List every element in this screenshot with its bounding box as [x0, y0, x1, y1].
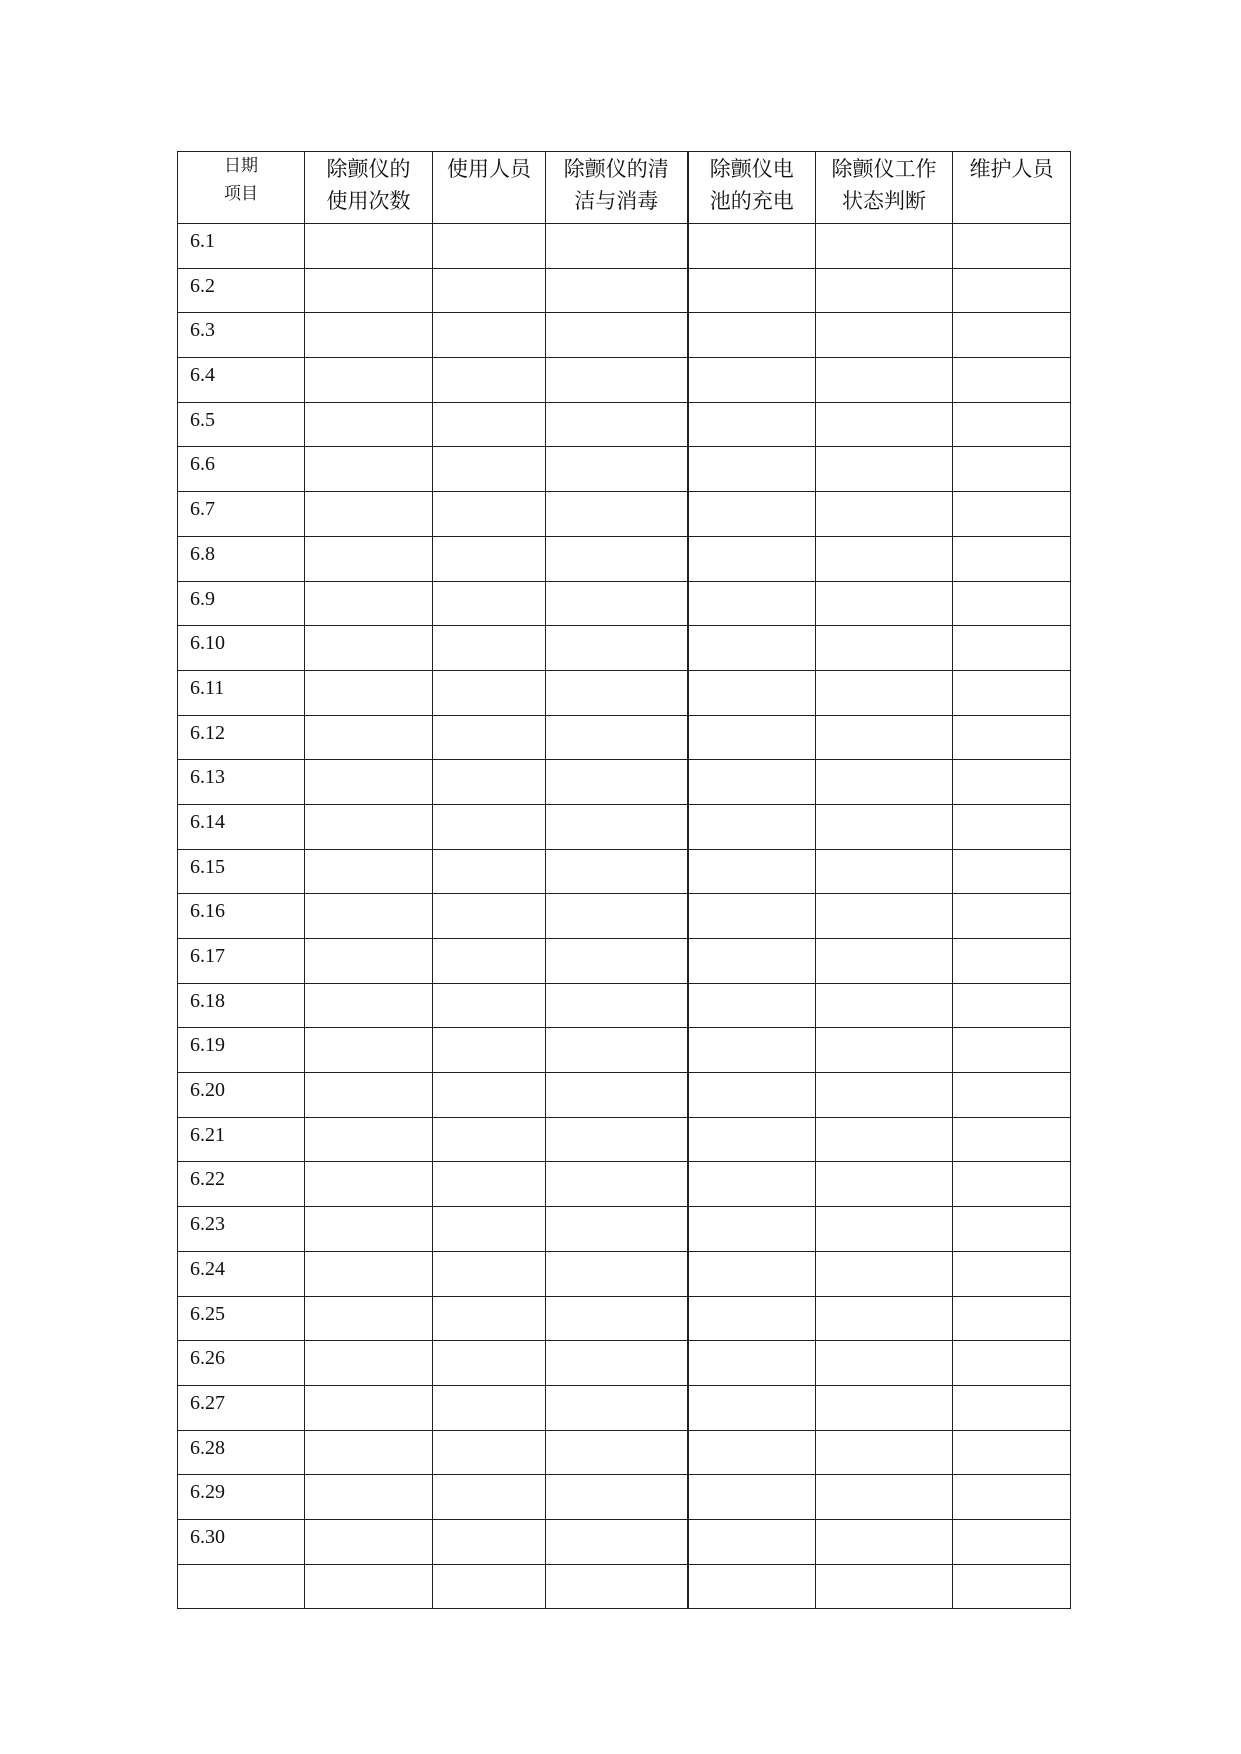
date-cell: 6.3	[178, 313, 305, 358]
entry-cell[interactable]	[816, 268, 953, 313]
entry-cell[interactable]	[305, 1475, 433, 1520]
entry-cell[interactable]	[546, 1564, 688, 1609]
entry-cell[interactable]	[953, 581, 1071, 626]
date-cell: 6.22	[178, 1162, 305, 1207]
entry-cell[interactable]	[546, 536, 688, 581]
date-cell: 6.25	[178, 1296, 305, 1341]
entry-cell[interactable]	[688, 1117, 816, 1162]
entry-cell[interactable]	[433, 939, 546, 984]
entry-cell[interactable]	[953, 402, 1071, 447]
entry-cell[interactable]	[688, 313, 816, 358]
entry-cell[interactable]	[305, 402, 433, 447]
entry-cell[interactable]	[816, 224, 953, 269]
entry-cell[interactable]	[546, 268, 688, 313]
entry-cell[interactable]	[688, 1519, 816, 1564]
table-row	[178, 1207, 1071, 1252]
entry-cell[interactable]	[546, 1430, 688, 1475]
entry-cell[interactable]	[953, 804, 1071, 849]
entry-cell[interactable]	[546, 1207, 688, 1252]
entry-cell[interactable]	[433, 268, 546, 313]
entry-cell[interactable]	[546, 402, 688, 447]
entry-cell[interactable]	[305, 1251, 433, 1296]
table-row	[178, 1385, 1071, 1430]
entry-cell[interactable]	[816, 715, 953, 760]
corner-header-item-label: 项目	[224, 184, 258, 204]
date-cell: 6.8	[178, 536, 305, 581]
entry-cell[interactable]	[433, 894, 546, 939]
column-header-line: 池的充电	[709, 189, 794, 213]
date-cell: 6.12	[178, 715, 305, 760]
entry-cell[interactable]	[953, 447, 1071, 492]
entry-cell[interactable]	[546, 492, 688, 537]
entry-cell[interactable]	[816, 1117, 953, 1162]
entry-cell[interactable]	[433, 626, 546, 671]
date-cell: 6.28	[178, 1430, 305, 1475]
entry-cell[interactable]	[688, 1207, 816, 1252]
entry-cell[interactable]	[546, 1296, 688, 1341]
entry-cell[interactable]	[688, 1296, 816, 1341]
entry-cell[interactable]	[953, 492, 1071, 537]
entry-cell[interactable]	[433, 1207, 546, 1252]
entry-cell[interactable]	[953, 1073, 1071, 1118]
entry-cell[interactable]	[305, 224, 433, 269]
entry-cell[interactable]	[953, 1430, 1071, 1475]
entry-cell[interactable]	[546, 1073, 688, 1118]
entry-cell[interactable]	[546, 358, 688, 403]
entry-cell[interactable]	[816, 1519, 953, 1564]
entry-cell[interactable]	[688, 224, 816, 269]
entry-cell[interactable]	[688, 1341, 816, 1386]
entry-cell[interactable]	[688, 1028, 816, 1073]
entry-cell[interactable]	[953, 358, 1071, 403]
table-row	[178, 1341, 1071, 1386]
column-header-line: 除颤仪的清	[563, 157, 669, 181]
entry-cell[interactable]	[305, 804, 433, 849]
table-row	[178, 224, 1071, 269]
entry-cell[interactable]	[305, 626, 433, 671]
table-row	[178, 894, 1071, 939]
date-cell: 6.26	[178, 1341, 305, 1386]
entry-cell[interactable]	[688, 849, 816, 894]
entry-cell[interactable]	[953, 1564, 1071, 1609]
entry-cell[interactable]	[305, 447, 433, 492]
entry-cell[interactable]	[688, 536, 816, 581]
entry-cell[interactable]	[816, 402, 953, 447]
entry-cell[interactable]	[953, 1207, 1071, 1252]
table-body	[178, 224, 1071, 1609]
entry-cell[interactable]	[953, 894, 1071, 939]
column-header-usage-count	[305, 152, 433, 224]
entry-cell[interactable]	[816, 1430, 953, 1475]
entry-cell[interactable]	[433, 1251, 546, 1296]
entry-cell[interactable]	[305, 268, 433, 313]
entry-cell[interactable]	[953, 1028, 1071, 1073]
entry-cell[interactable]	[816, 447, 953, 492]
entry-cell[interactable]	[816, 358, 953, 403]
entry-cell[interactable]	[953, 1385, 1071, 1430]
column-header-line: 除颤仪电	[709, 157, 794, 181]
entry-cell[interactable]	[546, 804, 688, 849]
column-header-line: 状态判断	[842, 189, 926, 213]
column-header-line: 除颤仪的	[326, 157, 411, 181]
entry-cell[interactable]	[953, 760, 1071, 805]
entry-cell[interactable]	[305, 1341, 433, 1386]
entry-cell[interactable]	[305, 1073, 433, 1118]
entry-cell[interactable]	[433, 1073, 546, 1118]
entry-cell[interactable]	[816, 1296, 953, 1341]
entry-cell[interactable]	[305, 1207, 433, 1252]
entry-cell[interactable]	[953, 626, 1071, 671]
table-row	[178, 1028, 1071, 1073]
entry-cell[interactable]	[953, 939, 1071, 984]
corner-header-cell	[178, 152, 305, 224]
column-header-maintainer	[953, 152, 1071, 224]
table-row	[178, 626, 1071, 671]
entry-cell[interactable]	[953, 715, 1071, 760]
entry-cell[interactable]	[433, 804, 546, 849]
column-header-working-status	[816, 152, 953, 224]
entry-cell[interactable]	[305, 1519, 433, 1564]
entry-cell[interactable]	[433, 849, 546, 894]
entry-cell[interactable]	[433, 760, 546, 805]
entry-cell[interactable]	[305, 1430, 433, 1475]
date-cell: 6.15	[178, 849, 305, 894]
entry-cell[interactable]	[546, 894, 688, 939]
table-row	[178, 849, 1071, 894]
entry-cell[interactable]	[688, 715, 816, 760]
column-header-line: 维护人员	[969, 157, 1054, 181]
date-cell: 6.14	[178, 804, 305, 849]
entry-cell[interactable]	[953, 1251, 1071, 1296]
entry-cell[interactable]	[816, 581, 953, 626]
column-header-cleaning-disinfection	[546, 152, 688, 224]
entry-cell[interactable]	[546, 715, 688, 760]
table-row	[178, 670, 1071, 715]
table-row	[178, 804, 1071, 849]
table-row	[178, 760, 1071, 805]
date-cell: 6.17	[178, 939, 305, 984]
entry-cell[interactable]	[305, 1028, 433, 1073]
entry-cell[interactable]	[546, 849, 688, 894]
entry-cell[interactable]	[305, 760, 433, 805]
date-cell	[178, 1564, 305, 1609]
entry-cell[interactable]	[546, 1251, 688, 1296]
column-header-line: 除颤仪工作	[831, 157, 937, 181]
entry-cell[interactable]	[816, 626, 953, 671]
entry-cell[interactable]	[816, 849, 953, 894]
entry-cell[interactable]	[688, 1564, 816, 1609]
table-row	[178, 1430, 1071, 1475]
entry-cell[interactable]	[305, 715, 433, 760]
entry-cell[interactable]	[953, 1296, 1071, 1341]
entry-cell[interactable]	[688, 894, 816, 939]
entry-cell[interactable]	[433, 1475, 546, 1520]
entry-cell[interactable]	[816, 894, 953, 939]
date-cell: 6.9	[178, 581, 305, 626]
entry-cell[interactable]	[816, 1475, 953, 1520]
entry-cell[interactable]	[953, 268, 1071, 313]
entry-cell[interactable]	[305, 492, 433, 537]
entry-cell[interactable]	[433, 1162, 546, 1207]
table-row	[178, 1117, 1071, 1162]
table-row	[178, 939, 1071, 984]
entry-cell[interactable]	[433, 1519, 546, 1564]
entry-cell[interactable]	[688, 581, 816, 626]
entry-cell[interactable]	[433, 715, 546, 760]
entry-cell[interactable]	[816, 536, 953, 581]
entry-cell[interactable]	[688, 358, 816, 403]
entry-cell[interactable]	[953, 1162, 1071, 1207]
table-row	[178, 268, 1071, 313]
table-row	[178, 492, 1071, 537]
column-header-line: 使用人员	[447, 157, 531, 181]
entry-cell[interactable]	[953, 1341, 1071, 1386]
entry-cell[interactable]	[816, 313, 953, 358]
entry-cell[interactable]	[433, 1117, 546, 1162]
entry-cell[interactable]	[433, 1296, 546, 1341]
entry-cell[interactable]	[433, 536, 546, 581]
entry-cell[interactable]	[433, 1028, 546, 1073]
date-cell: 6.20	[178, 1073, 305, 1118]
column-header-battery-charging	[688, 152, 816, 224]
entry-cell[interactable]	[305, 894, 433, 939]
entry-cell[interactable]	[305, 358, 433, 403]
entry-cell[interactable]	[305, 536, 433, 581]
entry-cell[interactable]	[305, 1296, 433, 1341]
entry-cell[interactable]	[546, 313, 688, 358]
entry-cell[interactable]	[433, 581, 546, 626]
date-cell: 6.29	[178, 1475, 305, 1520]
entry-cell[interactable]	[688, 804, 816, 849]
entry-cell[interactable]	[816, 1341, 953, 1386]
table-row	[178, 1162, 1071, 1207]
entry-cell[interactable]	[546, 581, 688, 626]
column-header-user	[433, 152, 546, 224]
entry-cell[interactable]	[816, 1162, 953, 1207]
corner-header-date-label: 日期	[224, 156, 258, 176]
entry-cell[interactable]	[816, 760, 953, 805]
entry-cell[interactable]	[305, 1385, 433, 1430]
date-cell: 6.13	[178, 760, 305, 805]
entry-cell[interactable]	[953, 1117, 1071, 1162]
table-row	[178, 715, 1071, 760]
date-cell: 6.19	[178, 1028, 305, 1073]
entry-cell[interactable]	[688, 1385, 816, 1430]
date-cell: 6.23	[178, 1207, 305, 1252]
entry-cell[interactable]	[688, 1251, 816, 1296]
entry-cell[interactable]	[953, 670, 1071, 715]
entry-cell[interactable]	[688, 939, 816, 984]
date-cell: 6.11	[178, 670, 305, 715]
table-row	[178, 447, 1071, 492]
entry-cell[interactable]	[433, 358, 546, 403]
entry-cell[interactable]	[433, 1341, 546, 1386]
entry-cell[interactable]	[688, 268, 816, 313]
table-row	[178, 1475, 1071, 1520]
entry-cell[interactable]	[688, 1475, 816, 1520]
date-cell: 6.7	[178, 492, 305, 537]
entry-cell[interactable]	[546, 1385, 688, 1430]
column-header-line: 洁与消毒	[574, 189, 659, 213]
entry-cell[interactable]	[433, 670, 546, 715]
entry-cell[interactable]	[953, 983, 1071, 1028]
entry-cell[interactable]	[816, 1207, 953, 1252]
entry-cell[interactable]	[816, 1564, 953, 1609]
entry-cell[interactable]	[433, 447, 546, 492]
date-cell: 6.4	[178, 358, 305, 403]
entry-cell[interactable]	[688, 402, 816, 447]
table-row	[178, 1296, 1071, 1341]
entry-cell[interactable]	[305, 983, 433, 1028]
entry-cell[interactable]	[688, 1162, 816, 1207]
entry-cell[interactable]	[433, 313, 546, 358]
date-cell: 6.6	[178, 447, 305, 492]
entry-cell[interactable]	[546, 626, 688, 671]
entry-cell[interactable]	[688, 670, 816, 715]
header-row	[178, 152, 1071, 224]
entry-cell[interactable]	[546, 760, 688, 805]
entry-cell[interactable]	[546, 224, 688, 269]
table-row	[178, 402, 1071, 447]
table-row	[178, 313, 1071, 358]
entry-cell[interactable]	[688, 447, 816, 492]
entry-cell[interactable]	[953, 1475, 1071, 1520]
entry-cell[interactable]	[953, 313, 1071, 358]
table-row	[178, 581, 1071, 626]
entry-cell[interactable]	[816, 1073, 953, 1118]
entry-cell[interactable]	[688, 760, 816, 805]
entry-cell[interactable]	[546, 670, 688, 715]
entry-cell[interactable]	[433, 492, 546, 537]
table-row	[178, 358, 1071, 403]
date-cell: 6.1	[178, 224, 305, 269]
entry-cell[interactable]	[953, 849, 1071, 894]
date-cell: 6.30	[178, 1519, 305, 1564]
defibrillator-maintenance-log-table	[177, 151, 1071, 1609]
table-row	[178, 1073, 1071, 1118]
entry-cell[interactable]	[546, 939, 688, 984]
entry-cell[interactable]	[305, 1162, 433, 1207]
table-row	[178, 1519, 1071, 1564]
date-cell: 6.5	[178, 402, 305, 447]
table-row	[178, 1251, 1071, 1296]
entry-cell[interactable]	[305, 1564, 433, 1609]
entry-cell[interactable]	[546, 447, 688, 492]
entry-cell[interactable]	[546, 1028, 688, 1073]
entry-cell[interactable]	[305, 939, 433, 984]
entry-cell[interactable]	[433, 224, 546, 269]
entry-cell[interactable]	[816, 1385, 953, 1430]
entry-cell[interactable]	[816, 1251, 953, 1296]
date-cell: 6.24	[178, 1251, 305, 1296]
entry-cell[interactable]	[305, 849, 433, 894]
table-row	[178, 1564, 1071, 1609]
entry-cell[interactable]	[816, 804, 953, 849]
entry-cell[interactable]	[688, 1073, 816, 1118]
entry-cell[interactable]	[546, 1162, 688, 1207]
date-cell: 6.2	[178, 268, 305, 313]
entry-cell[interactable]	[546, 1341, 688, 1386]
entry-cell[interactable]	[953, 224, 1071, 269]
date-cell: 6.27	[178, 1385, 305, 1430]
entry-cell[interactable]	[433, 983, 546, 1028]
entry-cell[interactable]	[305, 1117, 433, 1162]
entry-cell[interactable]	[688, 626, 816, 671]
entry-cell[interactable]	[305, 670, 433, 715]
entry-cell[interactable]	[305, 313, 433, 358]
entry-cell[interactable]	[816, 670, 953, 715]
date-cell: 6.18	[178, 983, 305, 1028]
entry-cell[interactable]	[433, 1564, 546, 1609]
entry-cell[interactable]	[953, 536, 1071, 581]
entry-cell[interactable]	[953, 1519, 1071, 1564]
entry-cell[interactable]	[433, 1430, 546, 1475]
entry-cell[interactable]	[816, 1028, 953, 1073]
entry-cell[interactable]	[546, 1519, 688, 1564]
date-cell: 6.10	[178, 626, 305, 671]
table-row	[178, 983, 1071, 1028]
date-cell: 6.21	[178, 1117, 305, 1162]
table-row	[178, 536, 1071, 581]
column-header-line: 使用次数	[326, 189, 411, 213]
entry-cell[interactable]	[688, 492, 816, 537]
date-cell: 6.16	[178, 894, 305, 939]
entry-cell[interactable]	[816, 492, 953, 537]
entry-cell[interactable]	[305, 581, 433, 626]
entry-cell[interactable]	[433, 1385, 546, 1430]
entry-cell[interactable]	[688, 1430, 816, 1475]
entry-cell[interactable]	[546, 1117, 688, 1162]
entry-cell[interactable]	[546, 1475, 688, 1520]
entry-cell[interactable]	[546, 983, 688, 1028]
entry-cell[interactable]	[433, 402, 546, 447]
entry-cell[interactable]	[688, 983, 816, 1028]
entry-cell[interactable]	[816, 983, 953, 1028]
entry-cell[interactable]	[816, 939, 953, 984]
